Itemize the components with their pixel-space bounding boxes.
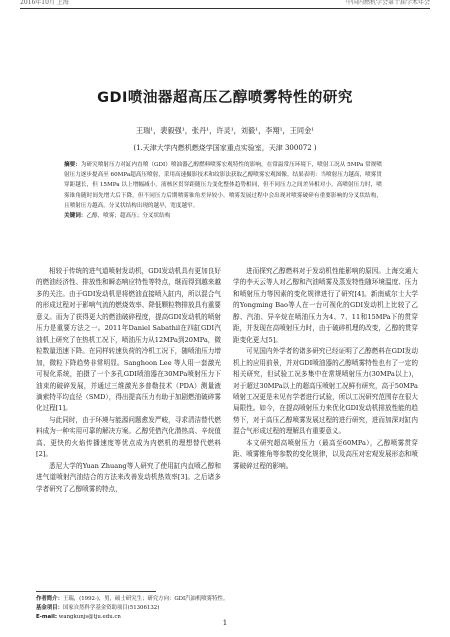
footnotes [36, 595, 416, 622]
author-note-label: 作者简介： [36, 596, 63, 602]
author-list: 王瑞¹，裴毅强¹，张丹¹，许灵¹，刘毅¹，李翔¹，王同金¹ [135, 126, 315, 135]
fund-note-label: 基金项目： [36, 605, 63, 611]
author-note [36, 595, 416, 604]
body-paragraph: 悉尼大学的Yuan Zhuang等人研究了使用缸内直喷乙醇和进气道喷射汽油结合的方法来改善发动机热效率[3]。之后诸多学者研究了乙醇喷雾的特点， [36, 461, 221, 493]
body-column-left [36, 266, 221, 495]
body-column-right [233, 266, 418, 472]
fund-note [36, 604, 416, 613]
email-address: wangkunjs@tju.edu.cn [58, 614, 121, 620]
keywords-label: 关键词： [64, 213, 87, 220]
abstract-body [64, 160, 382, 211]
fund-note-text: 国家自然科学基金资助项目(51306132) [62, 605, 160, 611]
body-paragraph: 相较于传统的进气道喷射发动机，GDI发动机具有更加良好的燃油经济性、排放性和瞬态响应特性等特点，继而得到越来越多的关注。由于GDI发动机是将燃油直接喷入缸内，所以混合气的形成过程对于影响气流的燃烧效率、降低颗粒物排放具有重要意义。而为了获得更大的燃油破碎程度，提高GDI发动机的喷射压力是重要方法之一。2011年Daniel Sabathil在四缸GDI汽油机上研究了在热机工况下，喷油压力从12MPa到20MPa，微粒数量迅速下降。在同样转速负荷的冷机工况下，随喷油压力增加，微粒下降趋势非常明显。Sanghoon Lee 等人用一套激光可视化系统，拍摄了一个多孔GDI喷油器在30MPa喷射压力下油束的破碎发展，并通过三维激光多普勒技术（PDA）测量液滴索特平均直径（SMD），得出提高压力有助于加剧燃油破碎雾化过程[1]。 [36, 267, 221, 413]
header-rule [20, 8, 430, 9]
abstract [64, 160, 382, 221]
body-paragraph: 可见国内外学者的诸多研究已经证明了乙醇燃料在GDI发动机上的应用前景，并对GDI喷油器的乙醇喷雾特性也有了一定的相关研究，但试验工况多集中在常规喷射压力(30MPa以上)，对于超过30MPa以上的超高压喷射工况鲜有研究，高于50MPa喷射工况更是未见有学者进行试验，所以工况研究范围存在很大局限性。如今，在提高喷射压力来优化GDI发动机排放性能的趋势下，对于高压乙醇喷雾发展过程的进行研究，进而加深对缸内混合气形成过程的理解具有重要意义。 [233, 347, 418, 436]
abstract-text: 为研究喷射压力对缸内直喷（GDI）喷油器乙醇燃料喷雾宏观特性的影响，在常温常压环境下，喷射工况从 5MPa 常规喷射压力逐步提高至 60MPa超高压喷射，采用高速摄影技术和纹影法获取乙醇喷雾宏观图像。结果表明：当喷射压力越高，喷雾贯穿距越长，但 15MPa 以上增幅减小。液核区贯穿距随压力变化整体趋势相同，但不同压力之间差异相对小。高喷射压力时，喷雾锥角随时间先增大后下降，但不同压力后期喷雾锥角差异较小。喷雾发展过程中会出现对喷雾破碎有重要影响的分叉状结构，且喷射压力越高，分叉状结构出现的越早，宽度越窄。 [64, 162, 382, 209]
body-paragraph: 本文研究超高喷射压力（最高至60MPa），乙醇喷雾贯穿距、喷雾锥角等参数的变化规律，以及高压对宏观发展形态和喷雾破碎过程的影响。 [233, 438, 418, 470]
running-head-right: 中国内燃机学会第十届学术年会 [345, 0, 430, 6]
email-label: E-mail: [36, 614, 58, 620]
abstract-label: 摘要： [64, 162, 81, 168]
footnote-rule [36, 591, 156, 592]
keywords [64, 211, 382, 221]
paper-title: GDI喷油器超高压乙醇喷雾特性的研究 [97, 90, 353, 106]
keywords-text: 乙醇，喷雾；超高压；分叉状结构 [86, 213, 171, 220]
page-number: 1 [222, 619, 228, 627]
author-note-text: 王瑞，(1992-)，男，硕士研究生；研究方向：GDI汽油机喷雾特性。 [62, 596, 229, 602]
running-head-left: 2016年10月 上海 [20, 0, 69, 6]
body-paragraph: 进而探究乙醇燃料对于发动机性能影响的原因。上海交通大学的李天云等人对乙醇和汽油喷雾及蒸发特性随环境温度、压力和喷射压力等因素的变化规律进行了研究[4]。新南威尔士大学的Yongming Bao等人在一台可视化的GDI发动机上比较了乙醇、汽油、异辛烷在喷油压力为4、7、11和15MPa下的贯穿距，并发现在高喷射压力时，由于破碎机理的改变，乙醇的贯穿距变化更大[5]。 [233, 267, 418, 344]
running-head [20, 0, 430, 8]
affiliation: (1.天津大学内燃机燃烧学国家重点实验室，天津 300072 ) [133, 144, 317, 152]
body-paragraph: 与此同时，由于环境与能源问题愈发严峻，寻求清洁替代燃料成为一种实用可靠的解决方案。乙醇凭借汽化潜热高、辛烷值高、更快的火焰传播速度等优点成为内燃机的理想替代燃料[2]。 [36, 415, 221, 459]
